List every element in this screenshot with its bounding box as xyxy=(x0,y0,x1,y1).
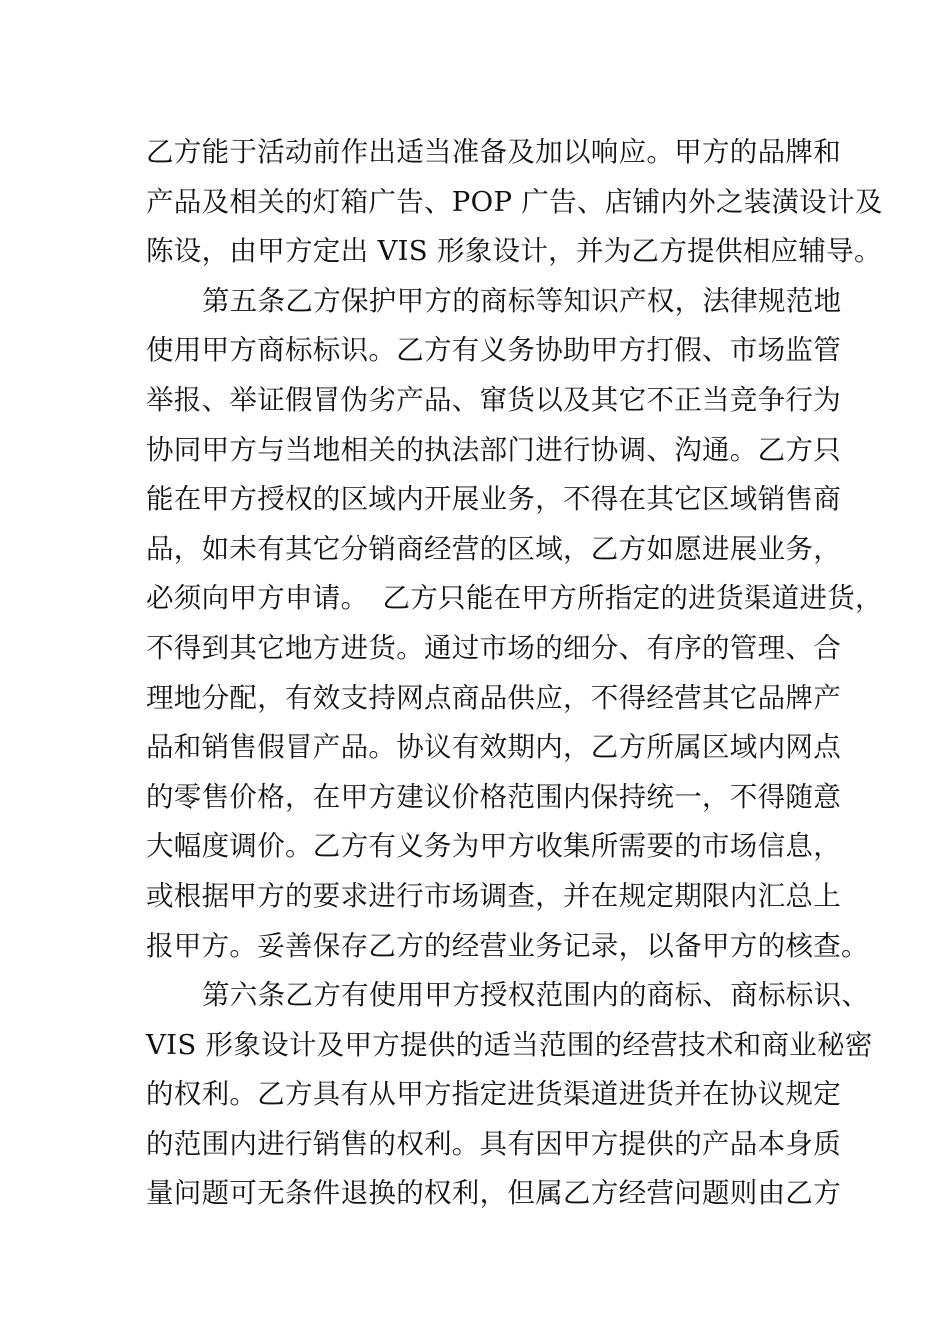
text-line: 大幅度调价。乙方有义务为甲方收集所需要的市场信息， xyxy=(146,830,841,863)
text-line: 不得到其它地方进货。通过市场的细分、有序的管理、合 xyxy=(146,631,841,664)
text-line: 产品及相关的灯箱广告、POP 广告、店铺内外之装潢设计及 xyxy=(146,185,883,218)
text-line: 乙方能于活动前作出适当准备及加以响应。甲方的品牌和 xyxy=(146,136,841,168)
text-line: 能在甲方授权的区域内开展业务，不得在其它区域销售商 xyxy=(146,483,841,516)
text-line: 陈设，由甲方定出 VIS 形象设计，并为乙方提供相应辅导。 xyxy=(146,235,882,268)
document-body xyxy=(146,128,883,1219)
text-line: 的零售价格，在甲方建议价格范围内保持统一，不得随意 xyxy=(146,780,841,813)
article-6-first-line: 第六条乙方有使用甲方授权范围内的商标、商标标识、 xyxy=(202,979,870,1012)
text-line: 使用甲方商标标识。乙方有义务协助甲方打假、市场监管 xyxy=(146,334,841,367)
article-5-first-line: 第五条乙方保护甲方的商标等知识产权，法律规范地 xyxy=(202,284,842,317)
text-line: 或根据甲方的要求进行市场调查，并在规定期限内汇总上 xyxy=(146,879,841,912)
text-line: 的范围内进行销售的权利。具有因甲方提供的产品本身质 xyxy=(146,1127,841,1160)
text-line: 报甲方。妥善保存乙方的经营业务记录，以备甲方的核查。 xyxy=(146,929,869,962)
text-line: 举报、举证假冒伪劣产品、窜货以及其它不正当竞争行为 xyxy=(146,383,841,416)
text-line: 协同甲方与当地相关的执法部门进行协调、沟通。乙方只 xyxy=(146,433,841,466)
text-line: 品和销售假冒产品。协议有效期内，乙方所属区域内网点 xyxy=(146,731,841,764)
text-line: 必须向甲方申请。 乙方只能在甲方所指定的进货渠道进货， xyxy=(146,582,883,615)
text-line: 量问题可无条件退换的权利，但属乙方经营问题则由乙方 xyxy=(146,1177,841,1210)
text-line: 品，如未有其它分销商经营的区域，乙方如愿进展业务， xyxy=(146,532,841,565)
text-line: 的权利。乙方具有从甲方指定进货渠道进货并在协议规定 xyxy=(146,1078,841,1111)
text-line: 理地分配，有效支持网点商品供应，不得经营其它品牌产 xyxy=(146,681,841,714)
text-line: VIS 形象设计及甲方提供的适当范围的经营技术和商业秘密 xyxy=(146,1028,873,1061)
